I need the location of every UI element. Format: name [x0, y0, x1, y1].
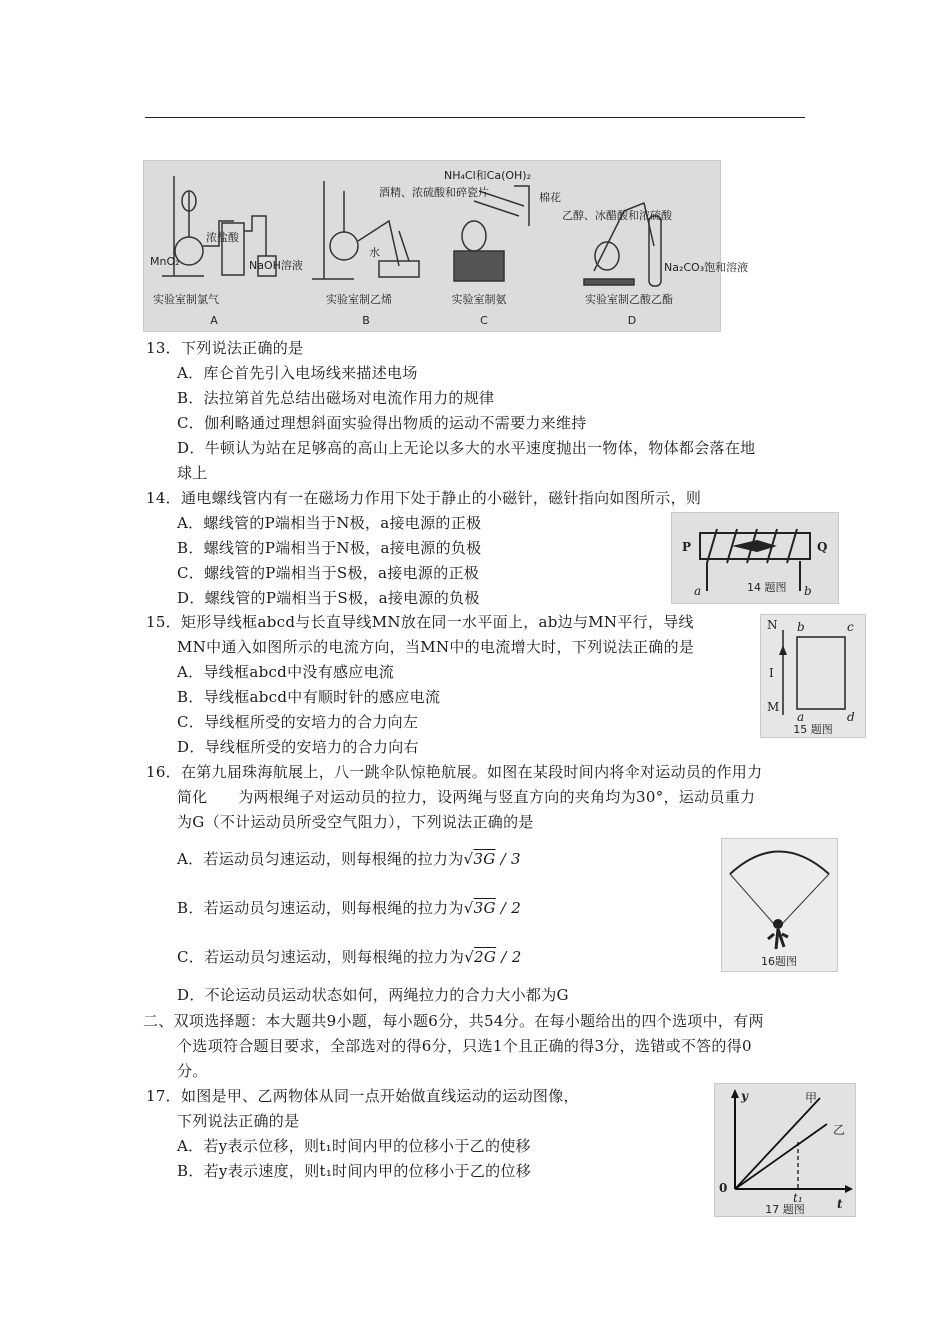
q15-label-i: I	[769, 666, 774, 680]
label-ethanol-acid: 酒精、浓硫酸和碎瓷片	[379, 186, 489, 199]
label-cotton: 棉花	[539, 191, 561, 204]
q15-stem-cont: MN中通入如图所示的电流方向，当MN中的电流增大时，下列说法正确的是	[177, 638, 695, 656]
q14-label-b: b	[804, 584, 812, 598]
header-rule	[145, 117, 805, 118]
q17-stem: 17．如图是甲、乙两物体从同一点开始做直线运动的运动图像，	[146, 1087, 579, 1105]
q16-stem: 16．在第九届珠海航展上，八一跳伞队惊艳航展。如图在某段时间内将伞对运动员的作用力	[146, 763, 763, 781]
letter-c: C	[480, 314, 488, 327]
q16-parachute-figure	[721, 838, 838, 972]
q15-label-b: b	[797, 620, 805, 634]
q17-label-y: y	[741, 1089, 748, 1103]
q14-label-q: Q	[817, 540, 828, 554]
label-hcl: 浓盐酸	[206, 231, 239, 244]
q15-stem: 15．矩形导线框abcd与长直导线MN放在同一水平面上，ab边与MN平行，导线	[146, 613, 694, 631]
q16-option-c-g: G	[483, 948, 497, 966]
label-naoh: NaOH溶液	[249, 259, 303, 272]
q16-caption: 16题图	[761, 955, 797, 968]
q16-option-c-den: 2	[511, 948, 522, 966]
label-na2co3: Na₂CO₃饱和溶液	[664, 261, 749, 274]
label-mno2: MnO₂	[150, 255, 180, 268]
q14-option-b: B．螺线管的P端相当于N极，a接电源的负极	[177, 539, 482, 557]
q17-option-a: A．若y表示位移，则t₁时间内甲的位移小于乙的使移	[177, 1137, 531, 1155]
letter-d: D	[627, 314, 637, 327]
q17-label-yi: 乙	[833, 1123, 846, 1137]
q17-label-t: t	[837, 1197, 843, 1211]
q16-option-a-den: 3	[511, 850, 521, 868]
q16-option-c-math: √2G / 2	[464, 948, 522, 966]
q15-label-m: M	[767, 700, 780, 714]
q16-option-b	[177, 898, 521, 918]
label-ester-reagents: 乙醇、冰醋酸和浓硫酸	[562, 209, 672, 222]
q16-stem-cont2: 为G（不计运动员所受空气阻力），下列说法正确的是	[177, 813, 534, 831]
label-water: 水	[369, 246, 380, 259]
q16-option-d: D．不论运动员运动状态如何，两绳拉力的合力大小都为G	[177, 986, 569, 1004]
q16-option-b-math: √3G / 2	[463, 899, 522, 917]
q14-stem: 14．通电螺线管内有一在磁场力作用下处于静止的小磁针，磁针指向如图所示，则	[146, 489, 702, 507]
q14-caption: 14 题图	[747, 581, 787, 594]
q16-option-b-den: 2	[511, 899, 522, 917]
q16-option-a-radicand	[473, 850, 495, 868]
q16-option-b-g: G	[483, 899, 496, 917]
q16-option-b-radicand	[474, 899, 496, 917]
q16-option-a-num: 3	[473, 850, 484, 868]
q14-solenoid-figure	[671, 512, 839, 604]
q15-wire-frame-figure	[760, 614, 866, 738]
q14-option-d: D．螺线管的P端相当于S极，a接电源的负极	[177, 589, 480, 607]
q16-stem-cont1: 简化 为两根绳子对运动员的拉力，设两绳与竖直方向的夹角均为30°，运动员重力	[177, 788, 756, 806]
q16-option-a-math: √3G / 3	[463, 850, 521, 868]
q14-option-c: C．螺线管的P端相当于S极，a接电源的正极	[177, 564, 480, 582]
q17-caption: 17 题图	[765, 1203, 805, 1216]
q14-label-a: a	[694, 584, 702, 598]
q13-option-d-cont: 球上	[177, 464, 208, 482]
q17-label-origin: 0	[719, 1181, 728, 1195]
section2-line1: 二、双项选择题：本大题共9小题，每小题6分，共54分。在每小题给出的四个选项中，有两	[143, 1012, 764, 1030]
q13-stem: 13．下列说法正确的是	[146, 339, 304, 357]
q17-label-t1: t₁	[793, 1191, 803, 1205]
chemistry-apparatus-figure	[143, 160, 749, 332]
caption-c: 实验室制氨	[451, 293, 507, 306]
q15-option-d: D．导线框所受的安培力的合力向右	[177, 738, 419, 756]
section2-line3: 分。	[177, 1062, 208, 1080]
q16-option-c-radicand	[474, 948, 496, 966]
q17-stem-cont: 下列说法正确的是	[177, 1112, 300, 1130]
q15-label-c: c	[847, 620, 854, 634]
caption-b: 实验室制乙烯	[326, 293, 392, 306]
caption-d: 实验室制乙酸乙酯	[585, 293, 673, 306]
q16-option-a-g: G	[483, 850, 496, 868]
q15-option-b: B．导线框abcd中有顺时针的感应电流	[177, 688, 441, 706]
q13-option-c: C．伽利略通过理想斜面实验得出物质的运动不需要力来维持	[177, 414, 587, 432]
q15-caption: 15 题图	[793, 723, 833, 736]
q17-option-b: B．若y表示速度，则t₁时间内甲的位移小于乙的位移	[177, 1162, 532, 1180]
q15-option-a: A．导线框abcd中没有感应电流	[177, 663, 395, 681]
q16-option-c-num: 2	[474, 948, 484, 966]
q13-option-b: B．法拉第首先总结出磁场对电流作用力的规律	[177, 389, 495, 407]
q16-option-c-text: C．若运动员匀速运动，则每根绳的拉力为	[177, 948, 465, 966]
q16-option-b-num: 3	[473, 899, 484, 917]
q17-motion-graph	[714, 1083, 856, 1217]
q16-option-a-text: A．若运动员匀速运动，则每根绳的拉力为	[177, 850, 464, 868]
q14-option-a: A．螺线管的P端相当于N极，a接电源的正极	[177, 514, 482, 532]
letter-b: B	[362, 314, 370, 327]
q16-option-a	[177, 849, 521, 869]
caption-a: 实验室制氯气	[153, 293, 219, 306]
q13-option-d: D．牛顿认为站在足够高的高山上无论以多大的水平速度抛出一物体，物体都会落在地	[177, 439, 756, 457]
section2-line2: 个选项符合题目要求，全部选对的得6分，只选1个且正确的得3分，选错或不答的得0	[177, 1037, 752, 1055]
q15-label-a: a	[797, 710, 805, 724]
q13-option-a: A．库仑首先引入电场线来描述电场	[177, 364, 418, 382]
q15-label-d: d	[847, 710, 855, 724]
q15-label-n: N	[767, 618, 778, 632]
q16-option-c	[177, 947, 522, 967]
q15-option-c: C．导线框所受的安培力的合力向左	[177, 713, 419, 731]
label-nh4cl: NH₄Cl和Ca(OH)₂	[444, 169, 531, 182]
letter-a: A	[210, 314, 218, 327]
q14-label-p: P	[682, 540, 692, 554]
q16-option-b-text: B．若运动员匀速运动，则每根绳的拉力为	[177, 899, 464, 917]
q17-label-jia: 甲	[805, 1091, 818, 1105]
